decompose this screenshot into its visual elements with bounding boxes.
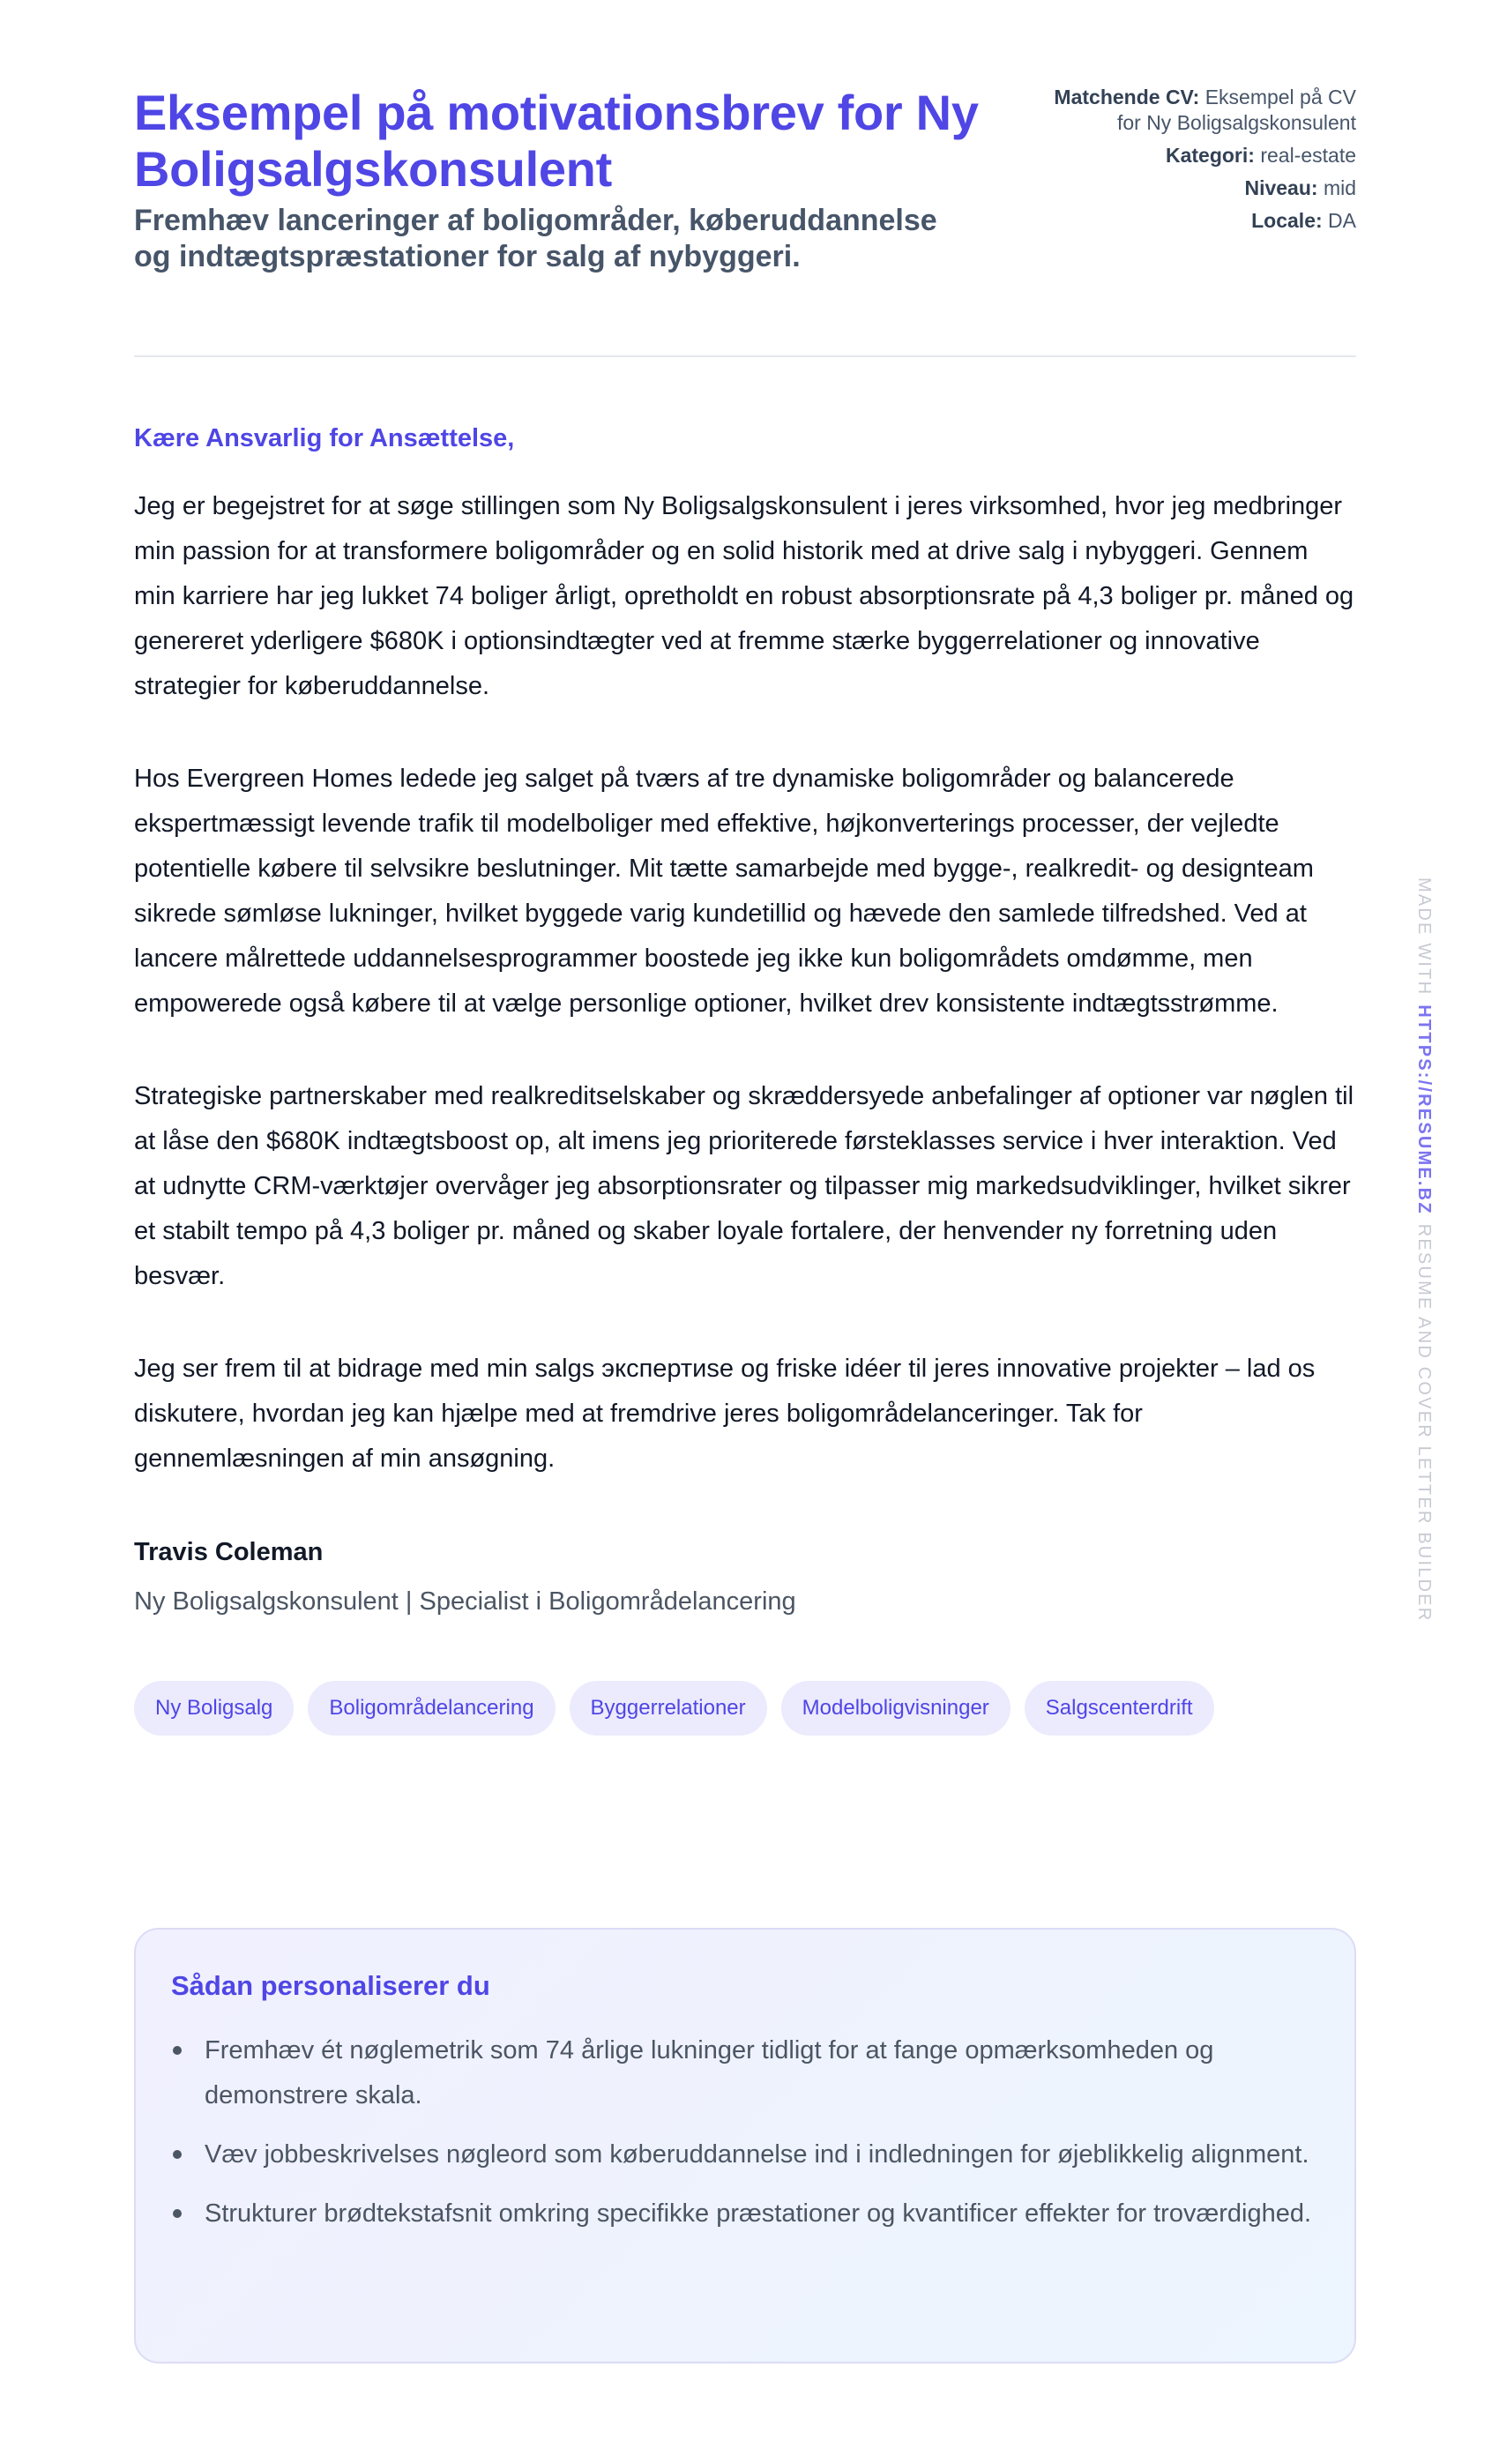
meta-cv-label: Matchende CV: (1054, 86, 1200, 108)
letter-paragraph: Jeg ser frem til at bidrage med min salgs экспертиse og friske idéer til jeres innovative projekter – lad os diskutere, hvordan jeg kan hjælpe med at fremdrive jeres boligområdelanceringer. Tak for gennemlæsningen af min ansøgning. (134, 1355, 1316, 1473)
meta-category-value: real-estate (1260, 144, 1356, 167)
meta-locale (1039, 208, 1356, 234)
letter-paragraph: Strategiske partnerskaber med realkreditselskaber og skræddersyede anbefalinger af optioner var nøglen til at låse den $680K indtægtsboost op, alt imens jeg prioriterede førsteklasses service i hver interaktion. Ved at udnytte CRM-værktøjer overvåger jeg absorptionsrater og tilpasser mig markedsudviklinger, hvilket sikrer et stabilt tempo på 4,3 boliger pr. måned og skaber loyale fortalere, der henvender ny forretning uden besvær. (134, 1082, 1354, 1290)
letter-body (134, 484, 1356, 1482)
page-title: Eksempel på motivationsbrev for Ny Boligsalgskonsulent (134, 85, 979, 197)
signature-title: Ny Boligsalgskonsulent | Specialist i Boligområdelancering (134, 1587, 796, 1616)
skill-tags (134, 1681, 1356, 1736)
watermark-link[interactable]: HTTPS://RESUME.BZ (1414, 1004, 1434, 1215)
watermark-suffix: RESUME AND COVER LETTER BUILDER (1414, 1223, 1434, 1623)
tips-list (171, 2028, 1319, 2236)
bullet-icon (173, 2209, 182, 2218)
vertical-watermark (1411, 877, 1437, 1623)
skill-tag: Modelboligvisninger (781, 1681, 1011, 1736)
bullet-icon (173, 2150, 182, 2159)
meta-category (1039, 143, 1356, 168)
tips-item-text: Strukturer brødtekstafsnit omkring specifikke præstationer og kvantificer effekter for troværdighed. (205, 2199, 1312, 2228)
meta-locale-value: DA (1328, 209, 1356, 232)
watermark-text (1411, 877, 1437, 1622)
page-subtitle: Fremhæv lanceringer af boligområder, køberuddannelse og indtægtspræstationer for salg af nybyggeri. (134, 204, 937, 273)
tips-item-text: Fremhæv ét nøglemetrik som 74 årlige lukninger tidligt for at fange opmærksomheden og demonstrere skala. (205, 2036, 1214, 2109)
meta-category-label: Kategori: (1165, 144, 1255, 167)
skill-tag: Salgscenterdrift (1025, 1681, 1214, 1736)
signature-name: Travis Coleman (134, 1538, 324, 1566)
letter-salutation: Kære Ansvarlig for Ansættelse, (134, 424, 515, 452)
bullet-icon (173, 2046, 182, 2055)
signature-block (134, 1534, 1356, 1619)
meta-matching-cv (1039, 85, 1356, 136)
letter-paragraph: Jeg er begejstret for at søge stillingen som Ny Boligsalgskonsulent i jeres virksomhed, hvor jeg medbringer min passion for at transformere boligområder og en solid historik med at drive salg i nybyggeri. Gennem min karriere har jeg lukket 74 boliger årligt, opretholdt en robust absorptionsrate på 4,3 boliger pr. måned og genereret yderligere $680K i optionsindtægter ved at fremme stærke byggerrelationer og innovative strategier for køberuddannelse. (134, 492, 1354, 700)
skill-tag: Byggerrelationer (570, 1681, 767, 1736)
tips-list-item (171, 2191, 1319, 2236)
header-titles (134, 85, 981, 275)
tips-list-item (171, 2028, 1319, 2118)
page-header (134, 0, 1356, 357)
meta-panel (1039, 85, 1356, 241)
tips-title: Sådan personaliserer du (171, 1970, 490, 2001)
personalization-tips-box (134, 1928, 1356, 2363)
watermark-prefix: MADE WITH (1414, 877, 1434, 997)
cover-letter-page (134, 0, 1356, 2228)
meta-locale-label: Locale: (1251, 209, 1323, 232)
skill-tag: Boligområdelancering (308, 1681, 555, 1736)
tips-item-text: Væv jobbeskrivelses nøgleord som køberuddannelse ind i indledningen for øjeblikkelig alignment. (205, 2140, 1309, 2169)
meta-cv-value: Eksempel på CV for Ny Boligsalgskonsulent (1116, 86, 1356, 134)
meta-level-label: Niveau: (1244, 176, 1318, 199)
meta-level-value: mid (1323, 176, 1356, 199)
tips-list-item (171, 2132, 1319, 2177)
skill-tag: Ny Boligsalg (134, 1681, 294, 1736)
meta-level (1039, 175, 1356, 201)
letter-paragraph: Hos Evergreen Homes ledede jeg salget på tværs af tre dynamiske boligområder og balancerede ekspertmæssigt levende trafik til modelboliger med effektive, højkonverterings processer, der vejledte potentielle købere til selvsikre beslutninger. Mit tætte samarbejde med bygge-, realkredit- og designteam sikrede sømløse lukninger, hvilket byggede varig kundetillid og hævede den samlede tilfredshed. Ved at lancere målrettede uddannelsesprogrammer boostede jeg ikke kun boligområdets omdømme, men empowerede også købere til at vælge personlige optioner, hvilket drev konsistente indtægtsstrømme. (134, 765, 1314, 1018)
